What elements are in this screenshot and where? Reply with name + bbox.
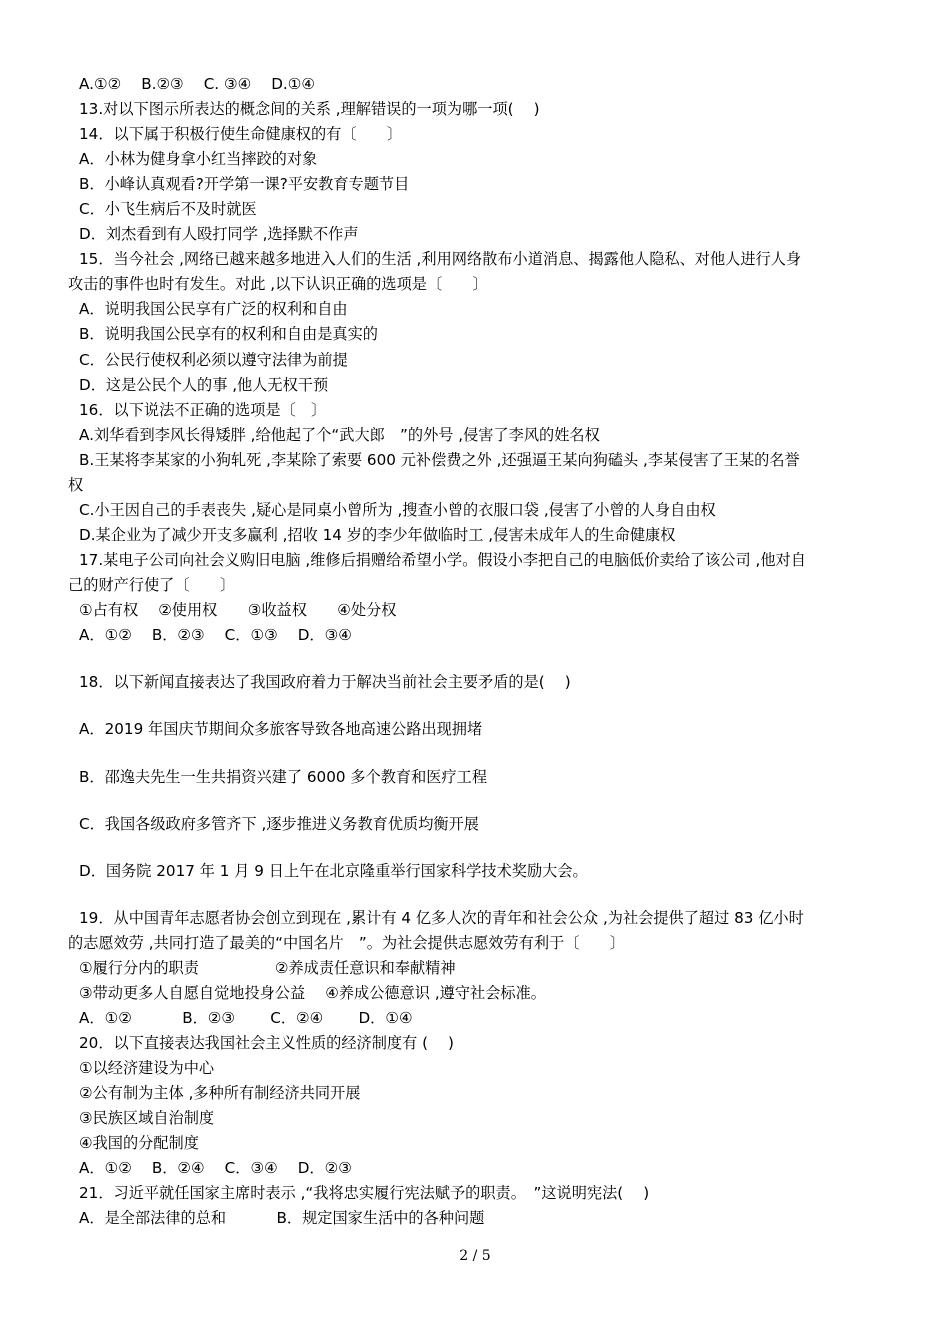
- q15-option-b: B．说明我国公民享有的权利和自由是真实的: [79, 325, 378, 343]
- q14-option-b: B．小峰认真观看?开学第一课?平安教育专题节目: [79, 175, 410, 193]
- q16-option-c: C.小王因自己的手表丧失 ,疑心是同桌小曾所为 ,搜查小曾的衣服口袋 ,侵害了小曾的人身自由权: [79, 501, 716, 519]
- q20-item-3: ③民族区域自治制度: [79, 1109, 215, 1127]
- question-16: 16．以下说法不正确的选项是〔 〕: [79, 401, 327, 419]
- q15-option-d: D．这是公民个人的事 ,他人无权干预: [79, 376, 329, 394]
- q21-options-ab: A．是全部法律的总和 B．规定国家生活中的各种问题: [79, 1209, 485, 1227]
- q18-option-a: A．2019 年国庆节期间众多旅客导致各地高速公路出现拥堵: [79, 720, 483, 738]
- question-17-line-1: 17.某电子公司向社会义购旧电脑 ,维修后捐赠给希望小学。假设小李把自己的电脑低价卖给了该公司 ,他对自: [79, 551, 806, 569]
- question-15-line-1: 15．当今社会 ,网络已越来越多地进入人们的生活 ,利用网络散布小道消息、揭露他人隐私、对他人进行人身: [79, 250, 802, 268]
- q18-option-c: C．我国各级政府多管齐下 ,逐步推进义务教育优质均衡开展: [79, 815, 479, 833]
- q17-options: A．①② B．②③ C．①③ D．③④: [79, 626, 352, 644]
- q19-options: A．①② B．②③ C．②④ D．①④: [79, 1009, 413, 1027]
- q14-option-d: D．刘杰看到有人殴打同学 ,选择默不作声: [79, 225, 359, 243]
- q16-option-a: A.刘华看到李风长得矮胖 ,给他起了个“武大郎 ”的外号 ,侵害了李风的姓名权: [79, 426, 600, 444]
- page-number: 2 / 5: [459, 1248, 491, 1264]
- q17-items: ①占有权 ②使用权 ③收益权 ④处分权: [79, 601, 397, 619]
- question-18: 18．以下新闻直接表达了我国政府着力于解决当前社会主要矛盾的是( ): [79, 673, 571, 691]
- q18-option-b: B．邵逸夫先生一生共捐资兴建了 6000 多个教育和医疗工程: [79, 768, 488, 786]
- q16-option-b-line-2: 权: [68, 476, 84, 494]
- q18-option-d: D．国务院 2017 年 1 月 9 日上午在北京隆重举行国家科学技术奖励大会。: [79, 862, 588, 880]
- q14-option-c: C．小飞生病后不及时就医: [79, 200, 257, 218]
- question-19-line-2: 的志愿效劳 ,共同打造了最美的“中国名片 ”。为社会提供志愿效劳有利于〔 〕: [68, 934, 625, 952]
- options-line-12: A.①② B.②③ C. ③④ D.①④: [79, 75, 315, 93]
- q20-item-4: ④我国的分配制度: [79, 1134, 199, 1152]
- q15-option-c: C．公民行使权利必须以遵守法律为前提: [79, 351, 348, 369]
- q20-item-2: ②公有制为主体 ,多种所有制经济共同开展: [79, 1084, 361, 1102]
- question-21: 21．习近平就任国家主席时表示 ,“我将忠实履行宪法赋予的职责。 ”这说明宪法( ): [79, 1184, 650, 1202]
- q19-items-2: ③带动更多人自愿自觉地投身公益 ④养成公德意识 ,遵守社会标准。: [79, 984, 546, 1002]
- q16-option-d: D.某企业为了减少开支多赢利 ,招收 14 岁的李少年做临时工 ,侵害未成年人的生命健康权: [79, 526, 676, 544]
- question-20: 20．以下直接表达我国社会主义性质的经济制度有 ( ): [79, 1034, 454, 1052]
- q15-option-a: A．说明我国公民享有广泛的权利和自由: [79, 300, 348, 318]
- question-14: 14．以下属于积极行使生命健康权的有〔 〕: [79, 125, 403, 143]
- q14-option-a: A．小林为健身拿小红当摔跤的对象: [79, 150, 318, 168]
- question-13: 13.对以下图示所表达的概念间的关系 ,理解错误的一项为哪一项( ): [79, 100, 540, 118]
- q20-item-1: ①以经济建设为中心: [79, 1059, 215, 1077]
- question-17-line-2: 己的财产行使了〔 〕: [68, 576, 236, 594]
- question-15-line-2: 攻击的事件也时有发生。对此 ,以下认识正确的选项是〔 〕: [68, 275, 488, 293]
- q20-options: A．①② B．②④ C．③④ D．②③: [79, 1159, 352, 1177]
- question-19-line-1: 19．从中国青年志愿者协会创立到现在 ,累计有 4 亿多人次的青年和社会公众 ,为社会提供了超过 83 亿小时: [79, 909, 804, 927]
- q19-items-1: ①履行分内的职责 ②养成责任意识和奉献精神: [79, 959, 456, 977]
- q16-option-b-line-1: B.王某将李某家的小狗轧死 ,李某除了索要 600 元补偿费之外 ,还强逼王某向狗磕头 ,李某侵害了王某的名誉: [79, 451, 800, 469]
